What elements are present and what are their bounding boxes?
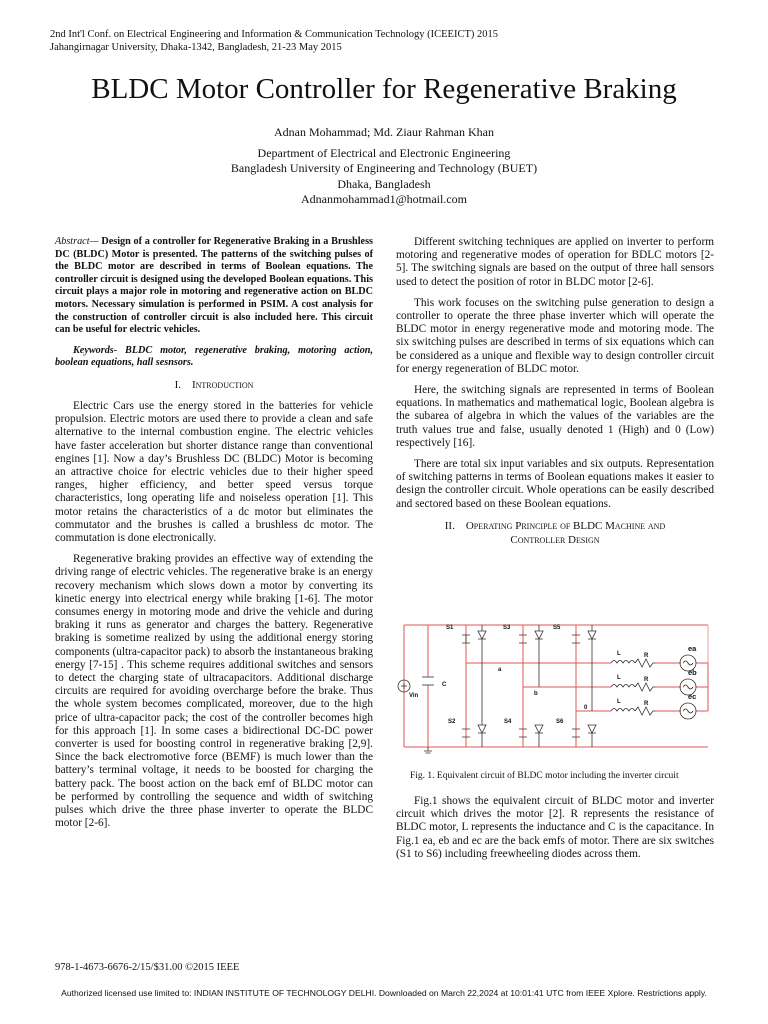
label-a: a: [498, 667, 502, 673]
label-vin: Vin: [409, 693, 419, 699]
conference-line-2: Jahangirnagar University, Dhaka-1342, Bangladesh, 21-23 May 2015: [50, 42, 342, 53]
label-r3: R: [644, 701, 649, 707]
label-r1: R: [644, 653, 649, 659]
label-b: b: [534, 691, 538, 697]
figure-caption: Fig. 1. Equivalent circuit of BLDC motor including the inverter circuit: [410, 771, 679, 781]
affiliation-dept: Department of Electrical and Electronic Engineering: [257, 146, 511, 160]
label-l1: L: [617, 651, 621, 657]
label-c: C: [442, 682, 447, 688]
abstract: [55, 236, 373, 337]
right-paragraph-4: There are total six input variables and six outputs. Representation of switching patterns in terms of Boolean equations makes it easier to design the controller circuit. Whole operations can be easily described and sectored based on these Boolean equations.: [396, 458, 714, 510]
footer-isbn: 978-1-4673-6676-2/15/$31.00 ©2015 IEEE: [55, 962, 240, 973]
intro-paragraph-1: Electric Cars use the energy stored in the batteries for vehicle propulsion. Electric motors are used there to provide a clean and safe alternative to the internal combustion engine. The electric vehicles have faster acceleration but shorter distance range than conventional engines [1]. Now a day’s Brushless DC (BLDC) Motor is becoming an attractive choice for electric vehicles due to their higher speed ranges, higher efficiency, and better speed versus torque characteristics, long operating life and noiseless operation [1]. This motor retains the characteristics of a dc motor but eliminates the commutator and the brushes is called a brushless dc motor. The commutation is done electronically.: [55, 399, 373, 544]
circuit-wires: [404, 625, 708, 747]
figure-description-paragraph: Fig.1 shows the equivalent circuit of BLDC motor and inverter circuit which drives the motor [2]. R represents the resistance of BLDC motor, L represents the inductance and C is the capacitance. In Fig.1 ea, eb and ec are the back emfs of motor. There are six switches (S1 to S6) including freewheeling diodes across them.: [396, 795, 714, 860]
affiliation-email: Adnanmohammad1@hotmail.com: [300, 191, 468, 206]
paper-title: BLDC Motor Controller for Regenerative Braking: [91, 73, 677, 105]
right-column-bottom: [396, 795, 714, 869]
conference-header: [50, 28, 498, 54]
label-s1: S1: [446, 625, 454, 631]
section-2-title-line-1: Operating Principle of BLDC Machine and: [465, 519, 666, 532]
affiliation-univ: Bangladesh University of Engineering and Technology (BUET): [230, 161, 538, 176]
label-s3: S3: [503, 625, 511, 631]
intro-paragraph-2: Regenerative braking provides an effective way of extending the driving range of electric vehicles. The regenerative brake is an energy recovery mechanism which slows down a motor by converting its kinetic energy into electrical energy while braking [1-6]. The motor consumes energy in motoring mode and drive the vehicle and during braking it runs as generator and charges the battery. Regenerative braking is sometime realized by using the additional energy storing components (ultra-capacitor pack) to absorb the instantaneous braking energy [7-15] . This scheme requires additional switches and sensors to detect the charging state of ultracapacitors. Additional discharge circuits are required for avoiding overcharge before the brake. Thus the whole system becomes complicated, moreover, due to the high price of ultra-capacitor pack; the cost of the controller becomes high for this approach [1]. In some cases a bidirectional DC-DC power converter is used for boosting control in regenerative braking [2,9]. Since the back electromotive force (BEMF) is much lower than the battery’s terminal voltage, it needs to be boosted for charging the battery pack. The boost action on the back emf of BLDC motor can be performed by controlling the sequence and width of switching pulses which drive the three phase inverter to operate the BLDC motor [2-6].: [55, 553, 373, 830]
label-s2: S2: [448, 719, 456, 725]
section-2-title-line-2: Controller Design: [510, 533, 600, 546]
affiliation-city: Dhaka, Bangladesh: [337, 176, 431, 191]
label-s6: S6: [556, 719, 564, 725]
label-ea: ea: [688, 644, 697, 653]
label-0: 0: [584, 705, 588, 711]
keywords: Keywords- BLDC motor, regenerative braking, motoring action, boolean equations, hall sesnsors.: [55, 344, 373, 369]
conference-line-1: 2nd Int'l Conf. on Electrical Engineering and Information & Communication Technology (ICEEICT) 2015: [50, 29, 498, 40]
label-l3: L: [617, 699, 621, 705]
section-2-number: II.: [444, 519, 455, 532]
label-s4: S4: [504, 719, 512, 725]
left-column: [55, 236, 373, 838]
affiliation: [0, 146, 768, 207]
section-heading-1: [55, 378, 373, 392]
section-1-number: I.: [174, 378, 181, 391]
label-s5: S5: [553, 625, 561, 631]
label-ec: ec: [688, 692, 697, 701]
label-eb: eb: [688, 668, 697, 677]
right-paragraph-2: This work focuses on the switching pulse generation to design a controller to operate the three phase inverter which will operate the BLDC motor in energy regenerative mode and motoring mode. The six switching pulses are described in terms of six equations which can be considered as a unique and flexible way to design controller circuit for energy regeneration of BLDC motor.: [396, 296, 714, 375]
abstract-label: Abstract—: [55, 236, 99, 247]
right-column: [396, 236, 714, 555]
circuit-labels: [409, 625, 697, 725]
section-1-title: Introduction: [191, 378, 254, 391]
abstract-text: Design of a controller for Regenerative Braking in a Brushless DC (BLDC) Motor is presented. The patterns of the switching pulses of the BLDC motor are described in terms of Boolean equations. The controller circuit is designed using the developed Boolean equations. This circuit plays a major role in motoring and regenerative action on BLDC motors. Necessary simulation is performed in PSIM. A cost analysis for the construction of controller circuit is also included here. This circuit can be useful for electric vehicles.: [55, 236, 373, 336]
authors: Adnan Mohammad; Md. Ziaur Rahman Khan: [274, 125, 494, 139]
section-heading-2: [396, 519, 714, 547]
right-paragraph-1: Different switching techniques are applied on inverter to perform motoring and regenerative modes of operation for BDLC motors [2-5]. The switching signals are based on the output of three hall sensors used to detect the position of rotor in BLDC motor [2-6].: [396, 236, 714, 288]
circuit-diagram: [396, 617, 714, 755]
footer-license: Authorized licensed use limited to: INDIAN INSTITUTE OF TECHNOLOGY DELHI. Downloaded on March 22,2024 at 10:01:41 UTC from IEEE Xplore. Restrictions apply.: [61, 988, 707, 998]
label-r2: R: [644, 677, 649, 683]
label-l2: L: [617, 675, 621, 681]
circuit-components: [398, 625, 696, 753]
right-paragraph-3: Here, the switching signals are represented in terms of Boolean equations. In mathematics and mathematical logic, Boolean algebra is the subarea of algebra in which the values of the variables are the truth values true and false, usually denoted 1 (High) and 0 (Low) respectively [16].: [396, 384, 714, 449]
